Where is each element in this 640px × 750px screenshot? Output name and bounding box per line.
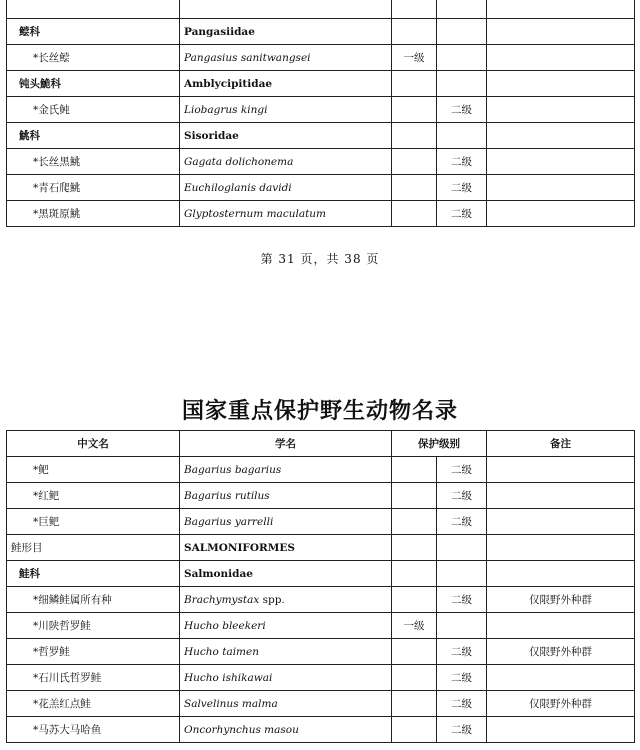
level-two-cell: 二级 [437, 149, 487, 175]
table-row [7, 97, 635, 123]
page-footer: 第 31 页，共 38 页 [260, 252, 380, 266]
table-row [7, 201, 635, 227]
document-title: 国家重点保护野生动物名录 [181, 398, 458, 424]
level-two-cell: 二级 [437, 457, 487, 483]
table-row [7, 0, 635, 19]
level-two-cell [437, 123, 487, 149]
chinese-name-cell: *长丝鲿 [7, 45, 180, 71]
chinese-name-cell: *黑斑原鮡 [7, 201, 180, 227]
note-cell [487, 149, 635, 175]
chinese-name-cell: *花羔红点鲑 [7, 691, 180, 717]
chinese-name-cell: *巨鲃 [7, 509, 180, 535]
chinese-name-cell: *马苏大马哈鱼 [7, 717, 180, 743]
table-row [7, 691, 635, 717]
level-one-cell: 一级 [392, 613, 437, 639]
note-cell [487, 457, 635, 483]
level-two-cell [437, 613, 487, 639]
header-notes: 备注 [487, 431, 635, 457]
chinese-name-cell: *金氏鲀 [7, 97, 180, 123]
level-two-cell: 二级 [437, 509, 487, 535]
table-row [7, 149, 635, 175]
note-cell [487, 665, 635, 691]
level-one-cell [392, 691, 437, 717]
chinese-name-cell: 鲿科 [7, 19, 180, 45]
scientific-name-cell [180, 0, 392, 19]
level-two-cell [437, 71, 487, 97]
level-two-cell: 二级 [437, 691, 487, 717]
note-cell [487, 561, 635, 587]
note-cell [487, 19, 635, 45]
chinese-name-cell [7, 0, 180, 19]
table-row [7, 19, 635, 45]
scientific-name-cell: Liobagrus kingi [180, 97, 392, 123]
chinese-name-cell: *细鳞鲑属所有种 [7, 587, 180, 613]
level-two-cell: 二级 [437, 665, 487, 691]
scientific-name-cell: Bagarius bagarius [180, 457, 392, 483]
scientific-name-cell: Oncorhynchus masou [180, 717, 392, 743]
level-two-cell [437, 535, 487, 561]
level-one-cell [392, 0, 437, 19]
chinese-name-cell: *长丝黑鮡 [7, 149, 180, 175]
table-row [7, 71, 635, 97]
level-one-cell [392, 717, 437, 743]
chinese-name-cell: 鮡科 [7, 123, 180, 149]
header-protection-level: 保护级别 [392, 431, 487, 457]
level-two-cell: 二级 [437, 175, 487, 201]
level-one-cell [392, 561, 437, 587]
scientific-name-cell: Sisoridae [180, 123, 392, 149]
scientific-name-cell: Salmonidae [180, 561, 392, 587]
table-row [7, 175, 635, 201]
note-cell [487, 613, 635, 639]
chinese-name-cell: *哲罗鲑 [7, 639, 180, 665]
note-cell: 仅限野外种群 [487, 587, 635, 613]
table-row [7, 535, 635, 561]
scientific-name-cell: Hucho ishikawai [180, 665, 392, 691]
note-cell: 仅限野外种群 [487, 691, 635, 717]
note-cell [487, 175, 635, 201]
scientific-name-cell: SALMONIFORMES [180, 535, 392, 561]
level-one-cell [392, 509, 437, 535]
level-one-cell [392, 535, 437, 561]
level-one-cell [392, 123, 437, 149]
table-header-row [7, 431, 635, 457]
chinese-name-cell: *鲃 [7, 457, 180, 483]
note-cell [487, 123, 635, 149]
chinese-name-cell: *红鲃 [7, 483, 180, 509]
note-cell [487, 717, 635, 743]
table-row [7, 483, 635, 509]
note-cell [487, 97, 635, 123]
header-scientific-name: 学名 [180, 431, 392, 457]
level-one-cell [392, 457, 437, 483]
genus-name: Brachymystax [184, 593, 260, 606]
level-one-cell [392, 483, 437, 509]
chinese-name-cell: 钝头鮠科 [7, 71, 180, 97]
table-row [7, 561, 635, 587]
scientific-name-cell: Hucho taimen [180, 639, 392, 665]
note-cell [487, 535, 635, 561]
note-cell [487, 71, 635, 97]
note-cell [487, 201, 635, 227]
species-table-top [6, 0, 635, 227]
level-one-cell [392, 201, 437, 227]
level-two-cell: 二级 [437, 97, 487, 123]
level-two-cell: 二级 [437, 483, 487, 509]
level-two-cell [437, 45, 487, 71]
level-two-cell [437, 19, 487, 45]
scientific-name-cell: Pangasius sanitwangsei [180, 45, 392, 71]
level-two-cell: 二级 [437, 717, 487, 743]
scientific-name-cell: Bagarius yarrelli [180, 509, 392, 535]
level-two-cell: 二级 [437, 587, 487, 613]
level-one-cell [392, 587, 437, 613]
note-cell: 仅限野外种群 [487, 639, 635, 665]
level-two-cell [437, 561, 487, 587]
species-table-bottom [6, 430, 635, 743]
level-two-cell [437, 0, 487, 19]
table-row [7, 45, 635, 71]
table-row [7, 665, 635, 691]
scientific-name-cell: Glyptosternum maculatum [180, 201, 392, 227]
level-one-cell [392, 639, 437, 665]
level-one-cell [392, 665, 437, 691]
chinese-name-cell: 鲑科 [7, 561, 180, 587]
scientific-name-cell: Salvelinus malma [180, 691, 392, 717]
species-suffix: spp. [259, 593, 285, 606]
level-one-cell [392, 71, 437, 97]
scientific-name-cell: Pangasiidae [180, 19, 392, 45]
chinese-name-cell: 鲑形目 [7, 535, 180, 561]
note-cell [487, 45, 635, 71]
note-cell [487, 483, 635, 509]
level-one-cell [392, 97, 437, 123]
level-two-cell: 二级 [437, 201, 487, 227]
chinese-name-cell: *川陕哲罗鲑 [7, 613, 180, 639]
level-one-cell [392, 175, 437, 201]
level-one-cell: 一级 [392, 45, 437, 71]
chinese-name-cell: *青石爬鮡 [7, 175, 180, 201]
level-one-cell [392, 149, 437, 175]
table-row [7, 613, 635, 639]
level-two-cell: 二级 [437, 639, 487, 665]
table-row [7, 587, 635, 613]
scientific-name-cell: Hucho bleekeri [180, 613, 392, 639]
scientific-name-cell [180, 587, 392, 613]
chinese-name-cell: *石川氏哲罗鲑 [7, 665, 180, 691]
note-cell [487, 509, 635, 535]
scientific-name-cell: Gagata dolichonema [180, 149, 392, 175]
table-row [7, 717, 635, 743]
level-one-cell [392, 19, 437, 45]
table-row [7, 639, 635, 665]
scientific-name-cell: Bagarius rutilus [180, 483, 392, 509]
table-row [7, 457, 635, 483]
scientific-name-cell: Euchiloglanis davidi [180, 175, 392, 201]
header-chinese-name: 中文名 [7, 431, 180, 457]
note-cell [487, 0, 635, 19]
table-row [7, 123, 635, 149]
table-row [7, 509, 635, 535]
scientific-name-cell: Amblycipitidae [180, 71, 392, 97]
